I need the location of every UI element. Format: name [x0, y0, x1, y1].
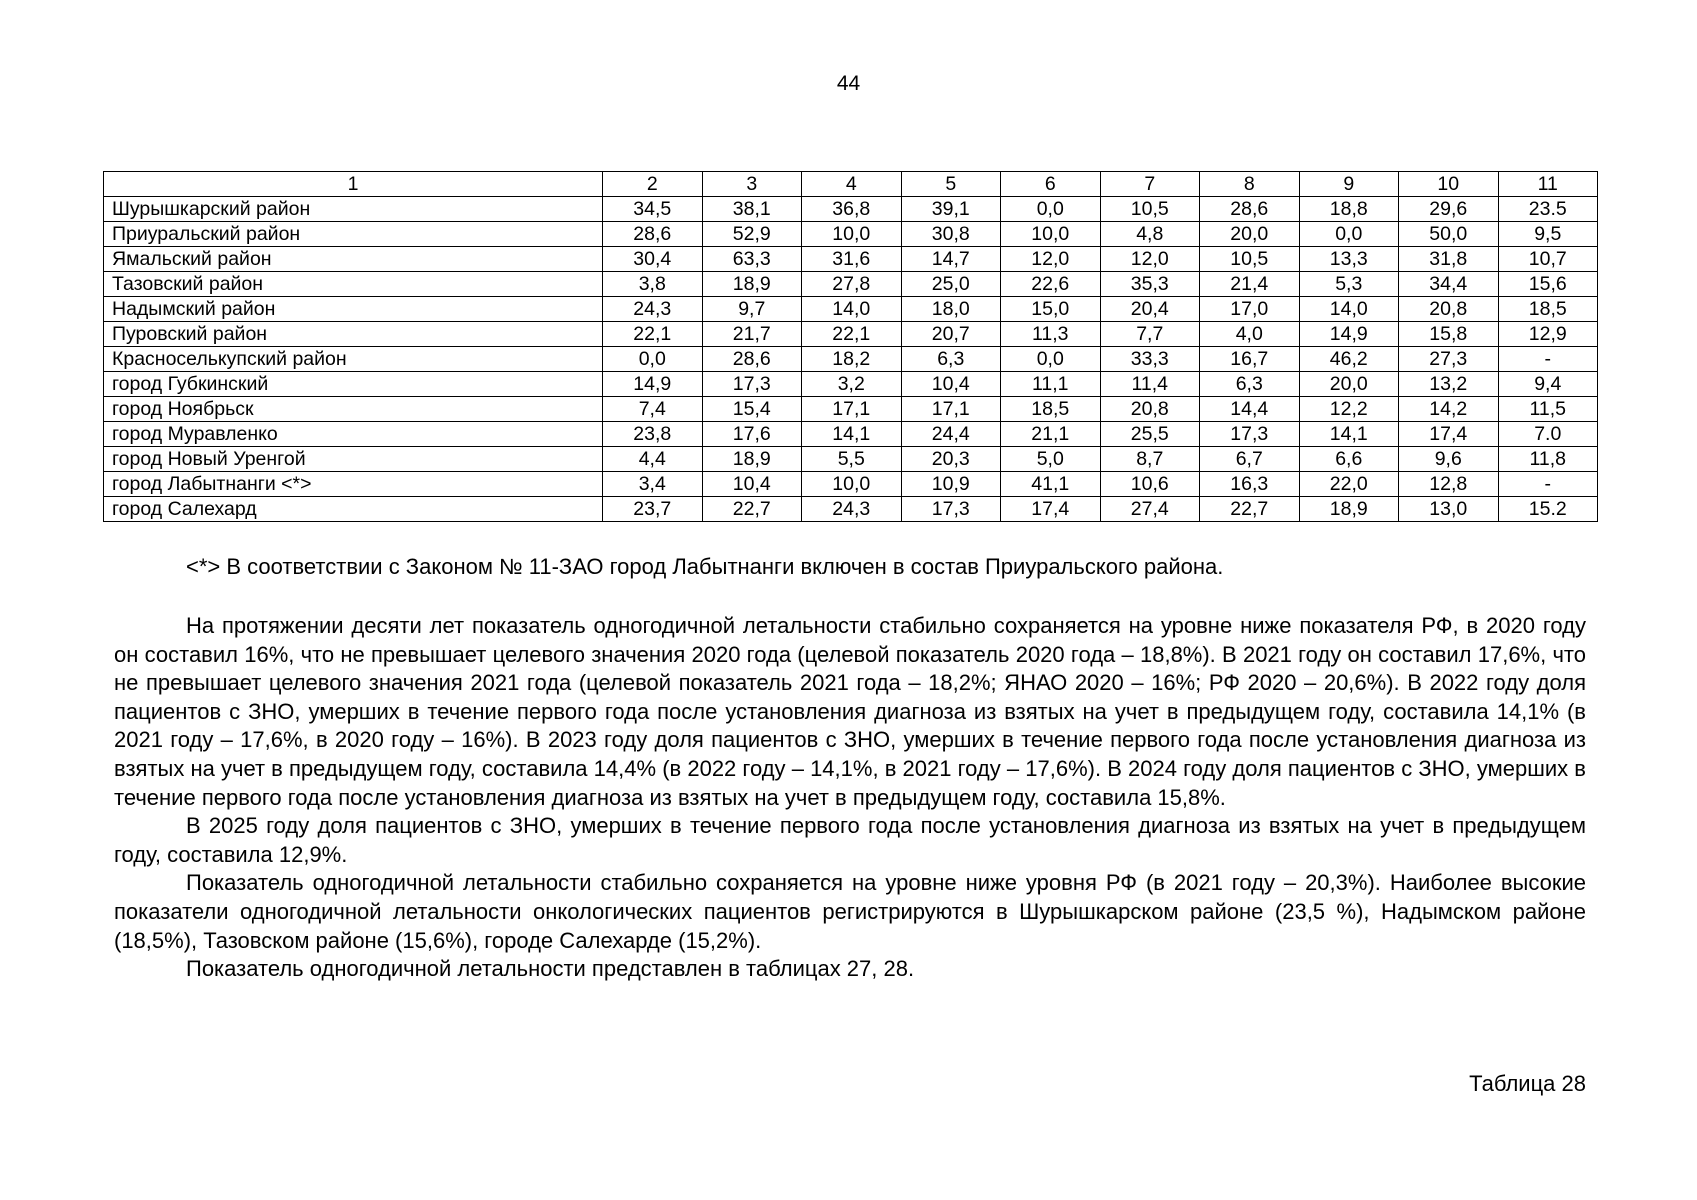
value-cell: 15,0: [1001, 297, 1101, 322]
region-cell: город Губкинский: [104, 372, 603, 397]
value-cell: 12,0: [1001, 247, 1101, 272]
value-cell: 0,0: [1001, 347, 1101, 372]
table-row: [104, 272, 1598, 297]
lethality-table: [103, 171, 1598, 522]
value-cell: 22,7: [702, 497, 802, 522]
value-cell: 6,3: [901, 347, 1001, 372]
value-cell: 8,7: [1100, 447, 1200, 472]
value-cell: 14,7: [901, 247, 1001, 272]
value-cell: 13,2: [1399, 372, 1499, 397]
value-cell: 10,4: [702, 472, 802, 497]
value-cell: 0,0: [603, 347, 703, 372]
region-cell: город Лабытнанги <*>: [104, 472, 603, 497]
value-cell: 17,4: [1399, 422, 1499, 447]
value-cell: 10,9: [901, 472, 1001, 497]
region-cell: город Салехард: [104, 497, 603, 522]
region-cell: Надымский район: [104, 297, 603, 322]
value-cell: 17,0: [1200, 297, 1300, 322]
value-cell: 41,1: [1001, 472, 1101, 497]
value-cell: 34,5: [603, 197, 703, 222]
value-cell: 11,3: [1001, 322, 1101, 347]
table-row: [104, 247, 1598, 272]
value-cell: 11,1: [1001, 372, 1101, 397]
value-cell: 20,8: [1100, 397, 1200, 422]
value-cell: 22,7: [1200, 497, 1300, 522]
value-cell: 17,4: [1001, 497, 1101, 522]
value-cell: 14,0: [1299, 297, 1399, 322]
value-cell: 36,8: [802, 197, 902, 222]
value-cell: 23.5: [1498, 197, 1598, 222]
value-cell: 9,5: [1498, 222, 1598, 247]
value-cell: 17,1: [802, 397, 902, 422]
value-cell: 28,6: [702, 347, 802, 372]
column-header: 1: [104, 172, 603, 197]
value-cell: 29,6: [1399, 197, 1499, 222]
value-cell: 52,9: [702, 222, 802, 247]
value-cell: 14,2: [1399, 397, 1499, 422]
value-cell: 0,0: [1299, 222, 1399, 247]
value-cell: 23,7: [603, 497, 703, 522]
value-cell: 21,4: [1200, 272, 1300, 297]
value-cell: 9,7: [702, 297, 802, 322]
value-cell: 18,5: [1001, 397, 1101, 422]
value-cell: 20,8: [1399, 297, 1499, 322]
value-cell: 18,8: [1299, 197, 1399, 222]
value-cell: 3,8: [603, 272, 703, 297]
value-cell: 21,7: [702, 322, 802, 347]
page-number: 44: [836, 72, 861, 95]
value-cell: 38,1: [702, 197, 802, 222]
table-row: [104, 297, 1598, 322]
value-cell: 18,9: [702, 272, 802, 297]
value-cell: 30,4: [603, 247, 703, 272]
value-cell: 7,4: [603, 397, 703, 422]
value-cell: 18,0: [901, 297, 1001, 322]
value-cell: 20,0: [1200, 222, 1300, 247]
column-header: 9: [1299, 172, 1399, 197]
value-cell: -: [1498, 472, 1598, 497]
table-row: [104, 197, 1598, 222]
value-cell: 6,7: [1200, 447, 1300, 472]
value-cell: 11,8: [1498, 447, 1598, 472]
value-cell: 4,8: [1100, 222, 1200, 247]
table-row: [104, 497, 1598, 522]
table-row: [104, 222, 1598, 247]
value-cell: 46,2: [1299, 347, 1399, 372]
value-cell: 13,0: [1399, 497, 1499, 522]
value-cell: 15,4: [702, 397, 802, 422]
paragraph: На протяжении десяти лет показатель одногодичной летальности стабильно сохраняется на уровне ниже показателя РФ, в 2020 году он составил 16%, что не превышает целевого значения 2020 года (целевой показатель 2020 года – 18,8%). В 2021 году он составил 17,6%, что не превышает целевого значения 2021 года (целевой показатель 2021 года – 18,2%; ЯНАО 2020 – 16%; РФ 2020 – 20,6%). В 2022 году доля пациентов с ЗНО, умерших в течение первого года после установления диагноза из взятых на учет в предыдущем году, составила 14,1% (в 2021 году – 17,6%, в 2020 году – 16%). В 2023 году доля пациентов с ЗНО, умерших в течение первого года после установления диагноза из взятых на учет в предыдущем году, составила 14,4% (в 2022 году – 14,1%, в 2021 году – 17,6%). В 2024 году доля пациентов с ЗНО, умерших в течение первого года после установления диагноза из взятых на учет в предыдущем году, составила 15,8%.: [114, 613, 1586, 810]
value-cell: 28,6: [1200, 197, 1300, 222]
value-cell: 12,0: [1100, 247, 1200, 272]
table-row: [104, 372, 1598, 397]
value-cell: 34,4: [1399, 272, 1499, 297]
column-header: 6: [1001, 172, 1101, 197]
value-cell: 3,2: [802, 372, 902, 397]
value-cell: 5,0: [1001, 447, 1101, 472]
region-cell: Тазовский район: [104, 272, 603, 297]
value-cell: 27,8: [802, 272, 902, 297]
value-cell: 5,5: [802, 447, 902, 472]
value-cell: 17,1: [901, 397, 1001, 422]
paragraph: В 2025 году доля пациентов с ЗНО, умерших в течение первого года после установления диагноза из взятых на учет в предыдущем году, составила 12,9%.: [114, 813, 1586, 867]
region-cell: Пуровский район: [104, 322, 603, 347]
table-row: [104, 447, 1598, 472]
column-header: 4: [802, 172, 902, 197]
value-cell: 15.2: [1498, 497, 1598, 522]
table-row: [104, 472, 1598, 497]
value-cell: 6,3: [1200, 372, 1300, 397]
value-cell: 12,8: [1399, 472, 1499, 497]
value-cell: 10,6: [1100, 472, 1200, 497]
value-cell: 0,0: [1001, 197, 1101, 222]
column-header: 7: [1100, 172, 1200, 197]
footnote: <*> В соответствии с Законом № 11-ЗАО город Лабытнанги включен в состав Приуральского района.: [186, 554, 1224, 579]
value-cell: 9,4: [1498, 372, 1598, 397]
value-cell: 10,0: [1001, 222, 1101, 247]
value-cell: 16,7: [1200, 347, 1300, 372]
value-cell: 22,1: [802, 322, 902, 347]
value-cell: 24,3: [603, 297, 703, 322]
value-cell: 63,3: [702, 247, 802, 272]
table-row: [104, 322, 1598, 347]
value-cell: 7,7: [1100, 322, 1200, 347]
value-cell: 4,4: [603, 447, 703, 472]
value-cell: 14,0: [802, 297, 902, 322]
value-cell: -: [1498, 347, 1598, 372]
value-cell: 31,6: [802, 247, 902, 272]
value-cell: 20,7: [901, 322, 1001, 347]
table-body: [104, 197, 1598, 522]
value-cell: 17,3: [901, 497, 1001, 522]
column-header: 5: [901, 172, 1001, 197]
region-cell: город Ноябрьск: [104, 397, 603, 422]
value-cell: 30,8: [901, 222, 1001, 247]
column-header: 11: [1498, 172, 1598, 197]
table-row: [104, 422, 1598, 447]
value-cell: 18,5: [1498, 297, 1598, 322]
value-cell: 9,6: [1399, 447, 1499, 472]
value-cell: 22,1: [603, 322, 703, 347]
region-cell: Ямальский район: [104, 247, 603, 272]
value-cell: 25,5: [1100, 422, 1200, 447]
value-cell: 6,6: [1299, 447, 1399, 472]
value-cell: 20,4: [1100, 297, 1200, 322]
value-cell: 14,4: [1200, 397, 1300, 422]
column-header: 10: [1399, 172, 1499, 197]
table-header-row: [104, 172, 1598, 197]
value-cell: 20,0: [1299, 372, 1399, 397]
value-cell: 33,3: [1100, 347, 1200, 372]
value-cell: 10,4: [901, 372, 1001, 397]
region-cell: город Муравленко: [104, 422, 603, 447]
value-cell: 28,6: [603, 222, 703, 247]
value-cell: 10,5: [1100, 197, 1200, 222]
column-header: 2: [603, 172, 703, 197]
value-cell: 39,1: [901, 197, 1001, 222]
value-cell: 25,0: [901, 272, 1001, 297]
value-cell: 24,4: [901, 422, 1001, 447]
value-cell: 12,9: [1498, 322, 1598, 347]
value-cell: 21,1: [1001, 422, 1101, 447]
value-cell: 11,4: [1100, 372, 1200, 397]
value-cell: 11,5: [1498, 397, 1598, 422]
value-cell: 10,7: [1498, 247, 1598, 272]
value-cell: 15,8: [1399, 322, 1499, 347]
table-row: [104, 347, 1598, 372]
region-cell: Красноселькупский район: [104, 347, 603, 372]
value-cell: 35,3: [1100, 272, 1200, 297]
value-cell: 20,3: [901, 447, 1001, 472]
value-cell: 5,3: [1299, 272, 1399, 297]
value-cell: 18,9: [702, 447, 802, 472]
value-cell: 22,0: [1299, 472, 1399, 497]
table-caption: Таблица 28: [1469, 1071, 1586, 1096]
value-cell: 10,0: [802, 472, 902, 497]
value-cell: 27,4: [1100, 497, 1200, 522]
value-cell: 15,6: [1498, 272, 1598, 297]
value-cell: 17,3: [702, 372, 802, 397]
value-cell: 10,0: [802, 222, 902, 247]
value-cell: 23,8: [603, 422, 703, 447]
value-cell: 16,3: [1200, 472, 1300, 497]
value-cell: 14,1: [802, 422, 902, 447]
value-cell: 17,3: [1200, 422, 1300, 447]
value-cell: 50,0: [1399, 222, 1499, 247]
value-cell: 12,2: [1299, 397, 1399, 422]
value-cell: 7.0: [1498, 422, 1598, 447]
value-cell: 10,5: [1200, 247, 1300, 272]
value-cell: 24,3: [802, 497, 902, 522]
value-cell: 14,9: [603, 372, 703, 397]
value-cell: 18,9: [1299, 497, 1399, 522]
value-cell: 31,8: [1399, 247, 1499, 272]
column-header: 3: [702, 172, 802, 197]
value-cell: 14,1: [1299, 422, 1399, 447]
region-cell: город Новый Уренгой: [104, 447, 603, 472]
region-cell: Шурышкарский район: [104, 197, 603, 222]
body-text: [114, 612, 1586, 984]
value-cell: 14,9: [1299, 322, 1399, 347]
column-header: 8: [1200, 172, 1300, 197]
value-cell: 13,3: [1299, 247, 1399, 272]
paragraph: Показатель одногодичной летальности представлен в таблицах 27, 28.: [186, 956, 915, 982]
value-cell: 17,6: [702, 422, 802, 447]
value-cell: 18,2: [802, 347, 902, 372]
paragraph: Показатель одногодичной летальности стабильно сохраняется на уровне ниже уровня РФ (в 2021 году – 20,3%). Наиболее высокие показатели одногодичной летальности онкологических пациентов регистрируются в Шурышкарском районе (23,5 %), Надымском районе (18,5%), Тазовском районе (15,6%), городе Салехарде (15,2%).: [114, 870, 1586, 953]
region-cell: Приуральский район: [104, 222, 603, 247]
value-cell: 4,0: [1200, 322, 1300, 347]
value-cell: 22,6: [1001, 272, 1101, 297]
table-row: [104, 397, 1598, 422]
value-cell: 27,3: [1399, 347, 1499, 372]
value-cell: 3,4: [603, 472, 703, 497]
